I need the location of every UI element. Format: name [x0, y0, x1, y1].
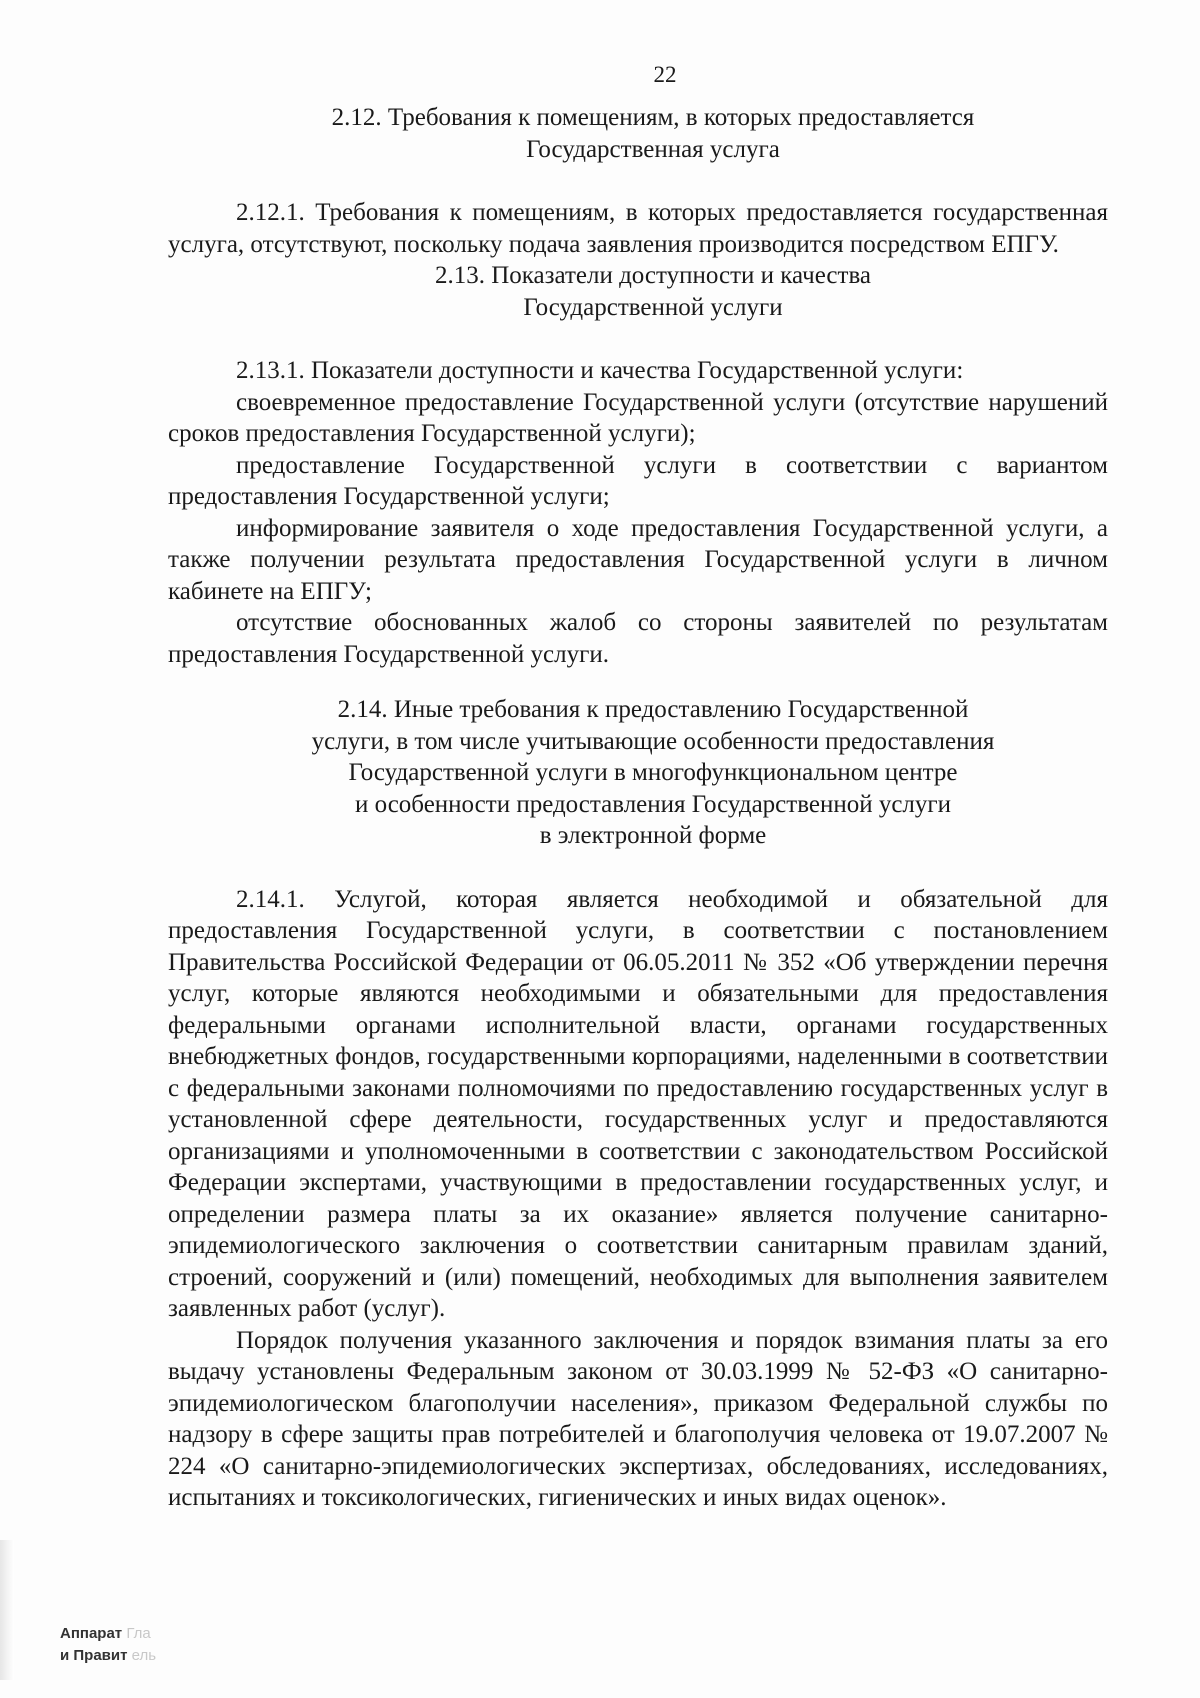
list-item-variant: предоставление Государственной услуги в соответствии с вариантом предоставления Государственной услуги; — [168, 451, 1108, 510]
heading-line: 2.12. Требования к помещениям, в которых предоставляется — [331, 104, 975, 131]
scan-edge-artifact — [0, 1540, 14, 1680]
section-heading-2-12 — [168, 102, 1108, 165]
list-item-informing: информирование заявителя о ходе предоставления Государственной услуги, а также получении результата предоставления Государственной услуги в личном кабинете на ЕПГУ; — [168, 514, 1108, 605]
heading-line: 2.13. Показатели доступности и качества — [434, 262, 872, 289]
heading-line: Государственной услуги в многофункциональном центре — [348, 759, 958, 786]
heading-line: Государственной услуги — [523, 293, 783, 321]
office-stamp — [60, 1623, 156, 1667]
section-heading-2-13 — [168, 260, 1108, 323]
list-item-complaints: отсутствие обоснованных жалоб со стороны заявителей по результатам предоставления Государственной услуги. — [168, 609, 1108, 668]
page-number: 22 — [653, 62, 677, 87]
list-item-timely: своевременное предоставление Государственной услуги (отсутствие нарушений сроков предоставления Государственной услуги); — [168, 388, 1108, 447]
document-body — [168, 102, 1108, 1514]
stamp-line-2: и Правит ель — [60, 1647, 157, 1664]
heading-line: в электронной форме — [539, 822, 767, 849]
section-heading-2-14 — [168, 694, 1108, 852]
heading-line: и особенности предоставления Государственной услуги — [354, 790, 952, 818]
heading-line: 2.14. Иные требования к предоставлению Государственной — [337, 696, 969, 723]
stamp-line-1: Аппарат Гла — [60, 1625, 151, 1642]
paragraph-2-12-1: 2.12.1. Требования к помещениям, в которых предоставляется государственная услуга, отсутствуют, поскольку подача заявления производится посредством ЕПГУ. — [168, 199, 1108, 258]
heading-line: услуги, в том числе учитывающие особенности предоставления — [311, 727, 995, 755]
paragraph-2-14-1: 2.14.1. Услугой, которая является необходимой и обязательной для предоставления Государственной услуги, в соответствии с постановлением Правительства Российской Федерации от 06.05.2011 № 352 «Об утверждении перечня услуг, которые являются необходимыми и обязательными для предоставления федеральными органами исполнительной власти, органами государственных внебюджетных фондов, государственными корпорациями, наделенными в соответствии с федеральными законами полномочиями по предоставлению государственных услуг в установленной сфере деятельности, государственных услуг и предоставляются организациями и уполномоченными в соответствии с законодательством Российской Федерации экспертами, участвующими в предоставлении государственных услуг, и определении размера платы за их оказание» является получение санитарно-эпидемиологического заключения о соответствии санитарным правилам зданий, строений, сооружений и (или) помещений, необходимых для выполнения заявителем заявленных работ (услуг). — [168, 885, 1108, 1322]
paragraph-2-13-1: 2.13.1. Показатели доступности и качества Государственной услуги: — [236, 357, 964, 384]
heading-line: Государственная услуга — [526, 135, 780, 163]
paragraph-procedure: Порядок получения указанного заключения и порядок взимания платы за его выдачу установлены Федеральным законом от 30.03.1999 № 52-ФЗ «О санитарно-эпидемиологическом благополучии населения», приказом Федеральной службы по надзору в сфере защиты прав потребителей и благополучия человека от 19.07.2007 № 224 «О санитарно-эпидемиологических экспертизах, обследованиях, исследованиях, испытаниях и токсикологических, гигиенических и иных видах оценок». — [168, 1326, 1108, 1511]
